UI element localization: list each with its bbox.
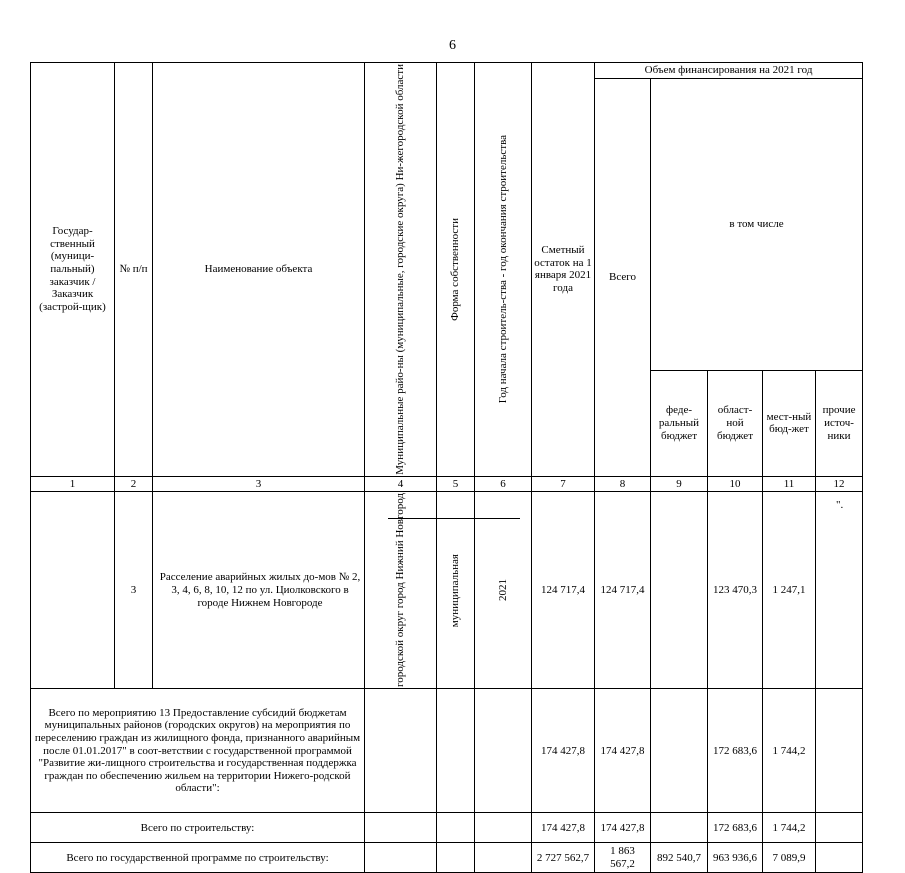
header-federal: феде-ральный бюджет bbox=[651, 370, 708, 476]
cell-other bbox=[816, 813, 863, 843]
col-number: 6 bbox=[475, 476, 532, 492]
column-number-row bbox=[31, 476, 863, 492]
cell-local: 1 744,2 bbox=[763, 813, 816, 843]
col-number: 1 bbox=[31, 476, 115, 492]
cell-total: 1 863 567,2 bbox=[595, 843, 651, 873]
cell-estimate: 2 727 562,7 bbox=[532, 843, 595, 873]
cell-regional: 172 683,6 bbox=[708, 689, 763, 813]
col-number: 10 bbox=[708, 476, 763, 492]
cell-federal bbox=[651, 689, 708, 813]
col-number: 7 bbox=[532, 476, 595, 492]
financing-table bbox=[30, 62, 863, 873]
cell-regional: 963 936,6 bbox=[708, 843, 763, 873]
cell-object-name: Расселение аварийных жилых до-мов № 2, 3, 4, 6, 8, 10, 12 по ул. Циолковского в городе Нижнем Новгороде bbox=[153, 492, 365, 689]
cell-regional: 123 470,3 bbox=[708, 492, 763, 689]
cell-measure-label: Всего по мероприятию 13 Предоставление субсидий бюджетам муниципальных районов (городских округов) на мероприятия по переселению граждан из жилищного фонда, признанного аварийным после 01.01.2017" в соот-ветствии с государственной программой "Развитие жи-лищного строительства и государственная поддержка граждан по обеспечению жильем на территории Нижего-родской области": bbox=[31, 689, 365, 813]
col-number: 4 bbox=[365, 476, 437, 492]
col-number: 5 bbox=[437, 476, 475, 492]
table-row-measure-total bbox=[31, 689, 863, 813]
cell-federal: 892 540,7 bbox=[651, 843, 708, 873]
cell-years bbox=[475, 689, 532, 813]
cell-federal bbox=[651, 492, 708, 689]
cell-total: 124 717,4 bbox=[595, 492, 651, 689]
col-number: 11 bbox=[763, 476, 816, 492]
header-local: мест-ный бюд-жет bbox=[763, 370, 816, 476]
cell-local: 1 744,2 bbox=[763, 689, 816, 813]
cell-years bbox=[475, 843, 532, 873]
header-years-text: Год начала строитель-ства - год окончания строительства bbox=[496, 135, 509, 404]
col-number: 3 bbox=[153, 476, 365, 492]
cell-district bbox=[365, 813, 437, 843]
header-row-1 bbox=[31, 63, 863, 79]
cell-ownership bbox=[437, 492, 475, 689]
col-number: 12 bbox=[816, 476, 863, 492]
cell-district bbox=[365, 689, 437, 813]
header-regional: област-ной бюджет bbox=[708, 370, 763, 476]
cell-estimate: 124 717,4 bbox=[532, 492, 595, 689]
col-number: 9 bbox=[651, 476, 708, 492]
header-customer: Государ-ственный (муници-пальный) заказчик /Заказчик (застрой-щик) bbox=[31, 63, 115, 477]
header-ownership bbox=[437, 63, 475, 477]
cell-district bbox=[365, 492, 437, 689]
header-including: в том числе bbox=[651, 78, 863, 370]
cell-ownership bbox=[437, 843, 475, 873]
closing-quote: ". bbox=[836, 499, 844, 511]
table-row-construction-total bbox=[31, 813, 863, 843]
cell-total: 174 427,8 bbox=[595, 689, 651, 813]
cell-construction-label: Всего по строительству: bbox=[31, 813, 365, 843]
cell-other bbox=[816, 492, 863, 689]
cell-ownership-text: муниципальная bbox=[449, 553, 462, 627]
header-district bbox=[365, 63, 437, 477]
cell-district bbox=[365, 843, 437, 873]
cell-federal bbox=[651, 813, 708, 843]
cell-estimate: 174 427,8 bbox=[532, 813, 595, 843]
cell-num: 3 bbox=[115, 492, 153, 689]
cell-other bbox=[816, 689, 863, 813]
cell-program-label: Всего по государственной программе по строительству: bbox=[31, 843, 365, 873]
header-other: прочие источ-ники bbox=[816, 370, 863, 476]
table-row-object bbox=[31, 492, 863, 689]
cell-years bbox=[475, 813, 532, 843]
cell-ownership bbox=[437, 813, 475, 843]
table-row-program-total bbox=[31, 843, 863, 873]
cell-regional: 172 683,6 bbox=[708, 813, 763, 843]
col-number: 8 bbox=[595, 476, 651, 492]
header-district-text: Муниципальные райо-ны (муниципальные, городские округа) Ни-жегородской области bbox=[394, 64, 407, 475]
col-number: 2 bbox=[115, 476, 153, 492]
header-object-name: Наименование объекта bbox=[153, 63, 365, 477]
cell-years bbox=[475, 492, 532, 689]
header-total: Всего bbox=[595, 78, 651, 476]
cell-ownership bbox=[437, 689, 475, 813]
cell-total: 174 427,8 bbox=[595, 813, 651, 843]
header-ownership-text: Форма собственности bbox=[449, 217, 462, 321]
cell-estimate: 174 427,8 bbox=[532, 689, 595, 813]
cell-years-text: 2021 bbox=[496, 579, 509, 602]
header-num: № п/п bbox=[115, 63, 153, 477]
cell-local: 1 247,1 bbox=[763, 492, 816, 689]
page-number: 6 bbox=[449, 38, 456, 53]
header-funding-group: Объем финансирования на 2021 год bbox=[595, 63, 863, 79]
cell-local: 7 089,9 bbox=[763, 843, 816, 873]
cell-customer bbox=[31, 492, 115, 689]
cell-other bbox=[816, 843, 863, 873]
separator-line bbox=[388, 518, 520, 519]
cell-district-text: городской округ город Нижний Новгород bbox=[394, 493, 407, 688]
header-years bbox=[475, 63, 532, 477]
header-estimate: Сметный остаток на 1 января 2021 года bbox=[532, 63, 595, 477]
